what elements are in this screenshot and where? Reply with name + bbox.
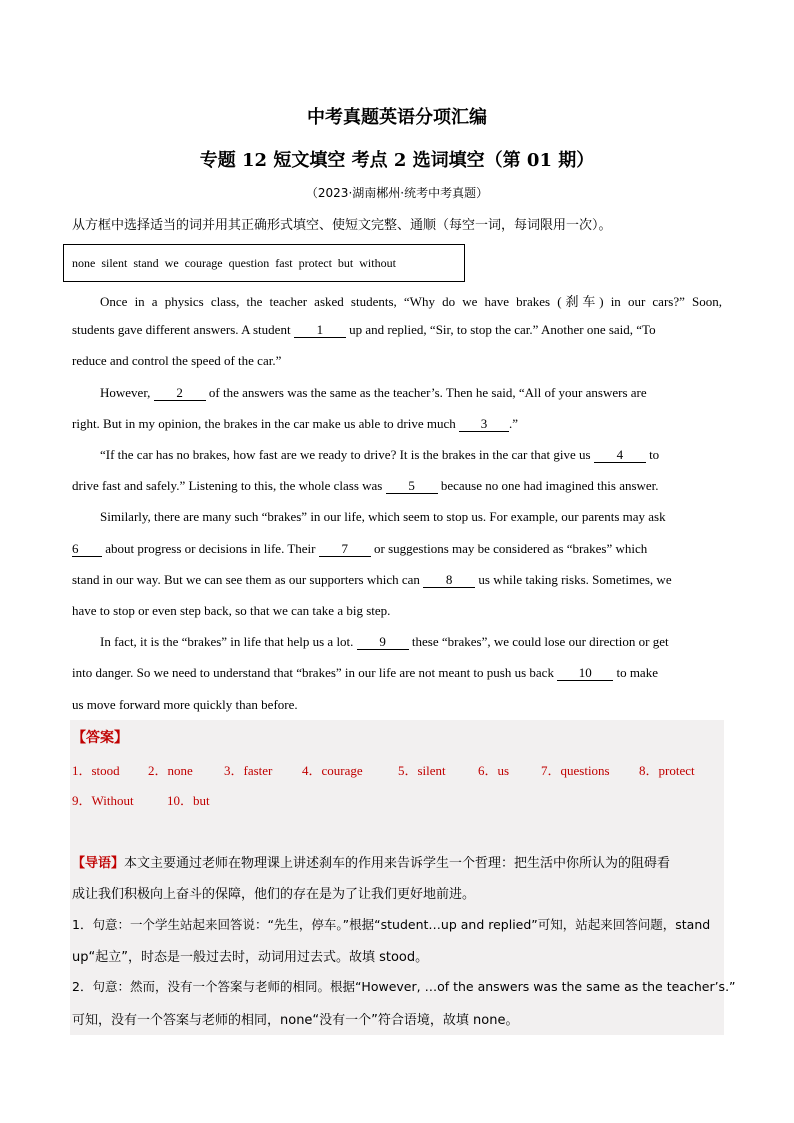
answer-item: 4．courage (302, 763, 363, 778)
question-source: （2023·湖南郴州·统考中考真题） (305, 186, 489, 200)
passage-text: drive fast and safely.” Listening to this, the whole class was (72, 478, 386, 493)
blank-1: 1 (294, 323, 346, 338)
passage-text: about progress or decisions in life. Their (102, 541, 319, 556)
blank-3: 3 (459, 417, 509, 432)
passage-text: “If the car has no brakes, how fast are we ready to drive? It is the brakes in the car that give us (100, 447, 594, 462)
explanation-text: 本文主要通过老师在物理课上讲述刹车的作用来告诉学生一个哲理：把生活中你所认为的阻碍看 (124, 856, 671, 871)
answer-item: 6．us (478, 763, 510, 778)
passage-text: to (645, 447, 660, 462)
word-bank-words: none silent stand we courage question fast protect but without (72, 256, 396, 270)
passage-text: these “brakes”, we could lose our direction or get (408, 634, 669, 649)
answer-item: 7．questions (541, 763, 610, 778)
answer-row (72, 790, 227, 809)
passage-text: us move forward more quickly than before. (72, 697, 298, 712)
passage-text: into danger. So we need to understand that “brakes” in our life are not meant to push us back (72, 665, 558, 680)
passage-line (72, 665, 658, 681)
instruction-text: 从方框中选择适当的词并用其正确形式填空、使短文完整、通顺（每空一词，每词限用一次）。 (72, 218, 612, 233)
document-title: 中考真题英语分项汇编 (307, 107, 487, 128)
blank-5: 5 (386, 479, 438, 494)
answer-item: 5．silent (398, 763, 446, 778)
passage-text: of the answers was the same as the teacher’s. Then he said, “All of your answers are (205, 385, 647, 400)
answer-item: 8．protect (639, 763, 695, 778)
passage-text: students gave different answers. A student (72, 322, 294, 337)
document-subtitle: 专题 12 短文填空 考点 2 选词填空（第 01 期） (199, 150, 595, 171)
answer-item: 10．but (167, 793, 210, 808)
explanation-item-1: 1．句意：一个学生站起来回答说：“先生，停车。”根据“student…up and replied”可知，站起来回答问题，stand (72, 917, 711, 932)
answer-row (72, 760, 719, 779)
passage-line (100, 447, 659, 463)
passage-line (100, 634, 669, 650)
explanation-item-1-cont: up“起立”，时态是一般过去时，动词用过去式。故填 stood。 (72, 950, 429, 965)
passage-text: reduce and control the speed of the car.” (72, 353, 282, 368)
passage-line (72, 478, 659, 494)
passage-text: us while taking risks. Sometimes, we (475, 572, 672, 587)
passage-line (100, 385, 647, 401)
passage-line (72, 353, 281, 369)
passage-line (72, 572, 672, 588)
explanation-label: 【导语】 (72, 856, 125, 871)
passage-line (72, 541, 647, 557)
blank-4: 4 (594, 448, 646, 463)
blank-9: 9 (357, 635, 409, 650)
blank-8: 8 (423, 573, 475, 588)
answer-item: 3．faster (224, 763, 273, 778)
passage-line (100, 509, 666, 525)
passage-line (72, 322, 656, 338)
passage-text: or suggestions may be considered as “brakes” which (370, 541, 648, 556)
passage-text: In fact, it is the “brakes” in life that help us a lot. (100, 634, 357, 649)
explanation-text: 成让我们积极向上奋斗的保障，他们的存在是为了让我们更好地前进。 (72, 887, 476, 902)
blank-7: 7 (319, 542, 371, 557)
passage-line (100, 291, 722, 310)
passage-text: Once in a physics class, the teacher asked students, “Why do we have brakes (刹车) in our cars?” Soon, (100, 294, 722, 309)
explanation-item-2-cont: 可知，没有一个答案与老师的相同，none“没有一个”符合语境，故填 none。 (72, 1013, 519, 1028)
passage-text: However, (100, 385, 154, 400)
passage-text: stand in our way. But we can see them as our supporters which can (72, 572, 424, 587)
passage-text: have to stop or even step back, so that we can take a big step. (72, 603, 391, 618)
word-bank-box (63, 244, 465, 282)
blank-6: 6 (72, 542, 102, 557)
passage-text: to make (613, 665, 658, 680)
answer-item: 2．none (148, 763, 193, 778)
answer-item: 9．Without (72, 793, 134, 808)
blank-2: 2 (154, 386, 206, 401)
passage-text: right. But in my opinion, the brakes in the car make us able to drive much (72, 416, 460, 431)
blank-10: 10 (557, 666, 613, 681)
passage-text: .” (509, 416, 519, 431)
answer-heading: 【答案】 (72, 730, 128, 746)
passage-line (72, 603, 390, 619)
explanation-item-2: 2．句意：然而，没有一个答案与老师的相同。根据“However, …of the answers was the same as the teacher’s.” (72, 979, 736, 994)
passage-line (72, 416, 518, 432)
explanation-lead (72, 852, 722, 871)
passage-line (72, 697, 298, 713)
passage-text: Similarly, there are many such “brakes” in our life, which seem to stop us. For example, our parents may ask (100, 509, 666, 524)
answer-item: 1．stood (72, 763, 120, 778)
passage-text: because no one had imagined this answer. (437, 478, 659, 493)
passage-text: up and replied, “Sir, to stop the car.” Another one said, “To (345, 322, 656, 337)
